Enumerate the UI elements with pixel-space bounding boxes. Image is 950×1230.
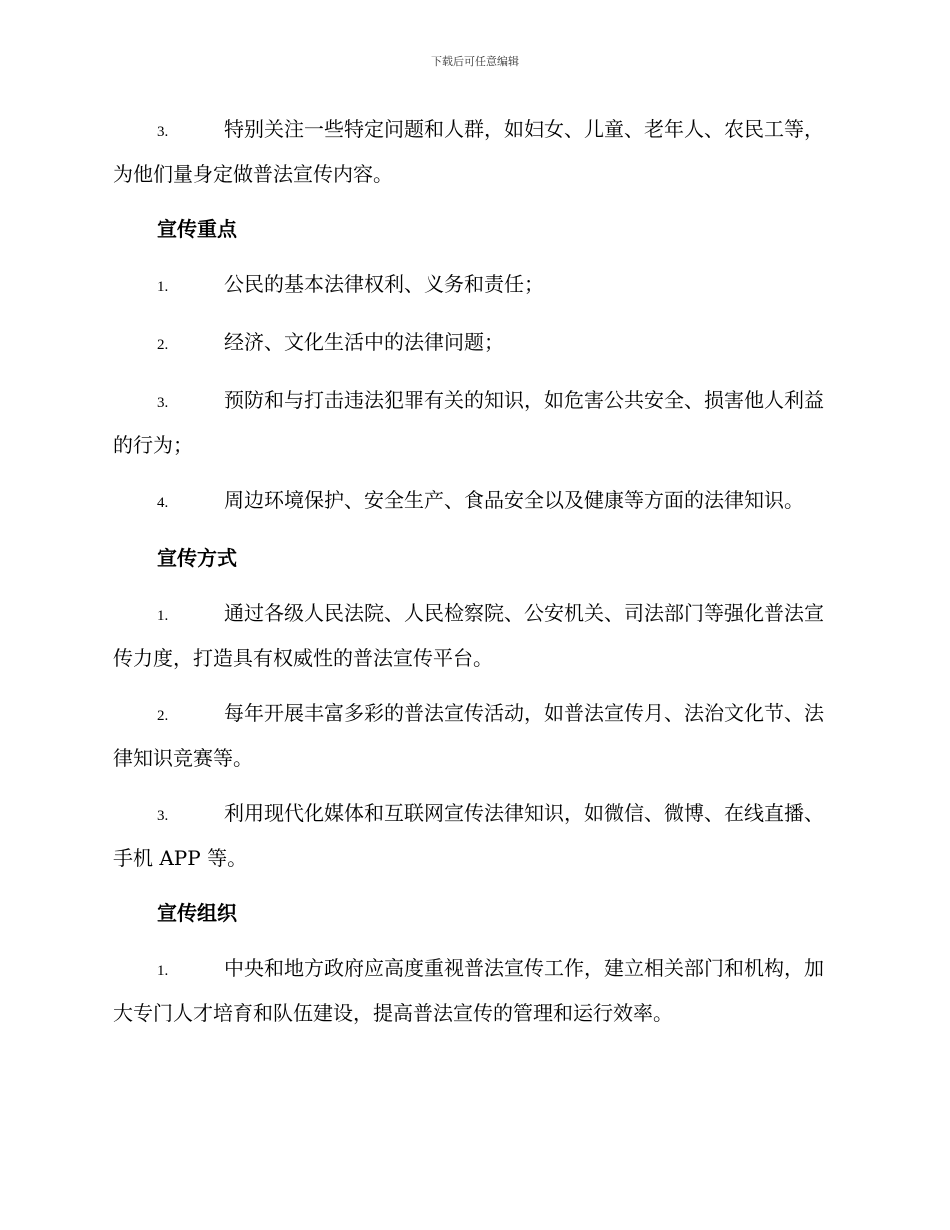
item-number: 3. [157, 808, 169, 824]
list-item [113, 692, 837, 779]
item-text: 利用现代化媒体和互联网宣传法律知识，如微信、微博、在线直播、手机 APP 等。 [113, 801, 824, 870]
item-text: 预防和与打击违法犯罪有关的知识，如危害公共安全、损害他人利益的行为； [113, 388, 824, 457]
item-number: 4. [157, 495, 169, 511]
document-body [113, 108, 837, 1047]
item-number: 1. [157, 279, 169, 295]
section-heading-organization: 宣传组织 [157, 901, 237, 925]
list-item [113, 321, 837, 366]
list-item [113, 263, 837, 308]
item-number: 3. [157, 124, 169, 140]
item-number: 1. [157, 963, 169, 979]
section-heading-focus: 宣传重点 [157, 217, 237, 241]
list-item [113, 947, 837, 1034]
item-number: 2. [157, 708, 169, 724]
item-text: 每年开展丰富多彩的普法宣传活动，如普法宣传月、法治文化节、法律知识竞赛等。 [113, 701, 824, 770]
item-text: 周边环境保护、安全生产、食品安全以及健康等方面的法律知识。 [224, 488, 804, 512]
item-text: 公民的基本法律权利、义务和责任； [224, 272, 544, 296]
section-heading-methods: 宣传方式 [157, 546, 237, 570]
item-number: 2. [157, 337, 169, 353]
list-item [113, 792, 837, 879]
page-header: 下载后可任意编辑 [431, 55, 519, 68]
list-item [113, 592, 837, 679]
item-text: 特别关注一些特定问题和人群，如妇女、儿童、老年人、农民工等，为他们量身定做普法宣传内容。 [113, 117, 824, 186]
item-text: 经济、文化生活中的法律问题； [224, 330, 504, 354]
list-item [113, 108, 837, 195]
item-text: 中央和地方政府应高度重视普法宣传工作，建立相关部门和机构，加大专门人才培育和队伍建设，提高普法宣传的管理和运行效率。 [113, 956, 824, 1025]
list-item [113, 379, 837, 466]
item-text: 通过各级人民法院、人民检察院、公安机关、司法部门等强化普法宣传力度，打造具有权威性的普法宣传平台。 [113, 601, 824, 670]
item-number: 1. [157, 608, 169, 624]
item-number: 3. [157, 395, 169, 411]
list-item [113, 479, 837, 524]
